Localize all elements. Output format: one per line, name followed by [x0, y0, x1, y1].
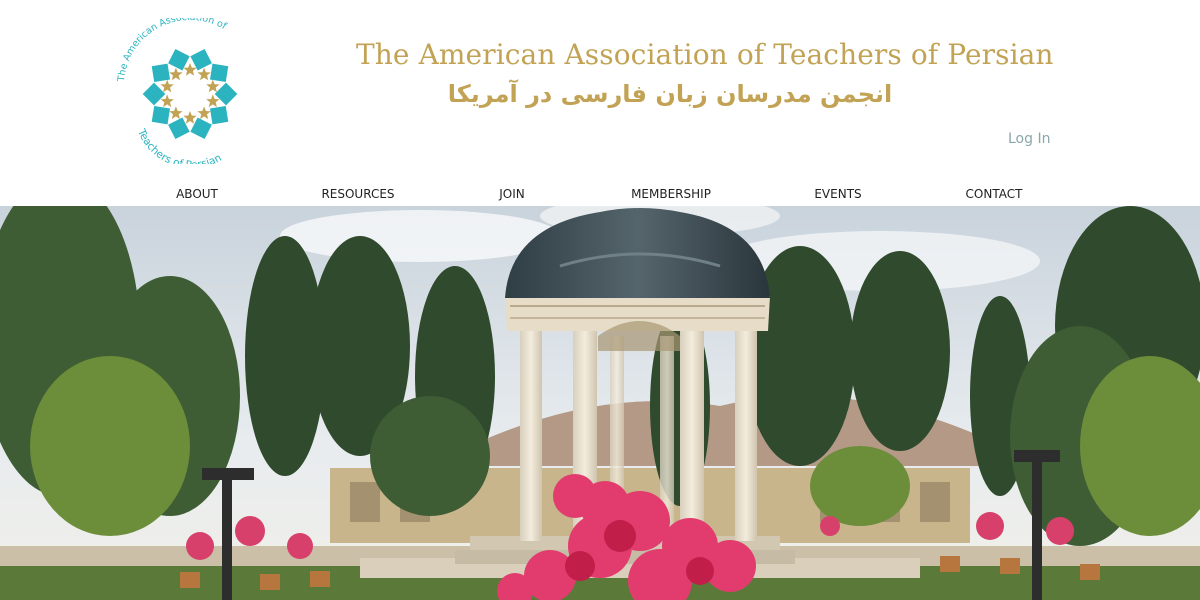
logo-arc-top-text: The American Asso ion of — [116, 18, 229, 83]
nav-item-resources[interactable]: RESOURCES — [321, 187, 395, 201]
logo-ring-square — [168, 117, 190, 139]
star-ring-logo-icon — [112, 18, 268, 164]
logo-ring-star — [206, 80, 219, 93]
nav-item-contact[interactable]: CONTACT — [965, 187, 1023, 201]
logo-ring-square — [210, 106, 228, 124]
logo-ring-square — [152, 64, 170, 82]
logo-ring-square — [190, 117, 212, 139]
logo-ring-star — [183, 63, 196, 76]
nav-item-join[interactable]: JOIN — [499, 187, 525, 201]
logo-ring-star — [169, 106, 182, 119]
nav-item-membership[interactable]: MEMBERSHIP — [631, 187, 711, 201]
logo-ring-star — [197, 106, 210, 119]
logo-ring-square — [190, 49, 212, 71]
logo-arc-bottom-text: Teachers o sian — [135, 127, 224, 164]
logo-ring-star — [183, 111, 196, 124]
logo-ring-square — [168, 49, 190, 71]
nav-item-about[interactable]: ABOUT — [176, 187, 218, 201]
site-title-english: The American Association of Teachers of Persian — [356, 38, 1054, 71]
logo-ring-square — [143, 83, 166, 106]
nav-item-events[interactable]: EVENTS — [814, 187, 862, 201]
site-title-persian: انجمن مدرسان زبان فارسی در آمریکا — [447, 80, 893, 108]
logo-ring-square — [210, 64, 228, 82]
logo-ring-square — [215, 83, 238, 106]
site-logo[interactable] — [112, 18, 268, 164]
main-nav — [0, 180, 1200, 206]
logo-ring-square — [152, 106, 170, 124]
hero-image — [0, 206, 1200, 600]
logo-ring-star — [161, 80, 174, 93]
login-link[interactable]: Log In — [1008, 131, 1051, 147]
